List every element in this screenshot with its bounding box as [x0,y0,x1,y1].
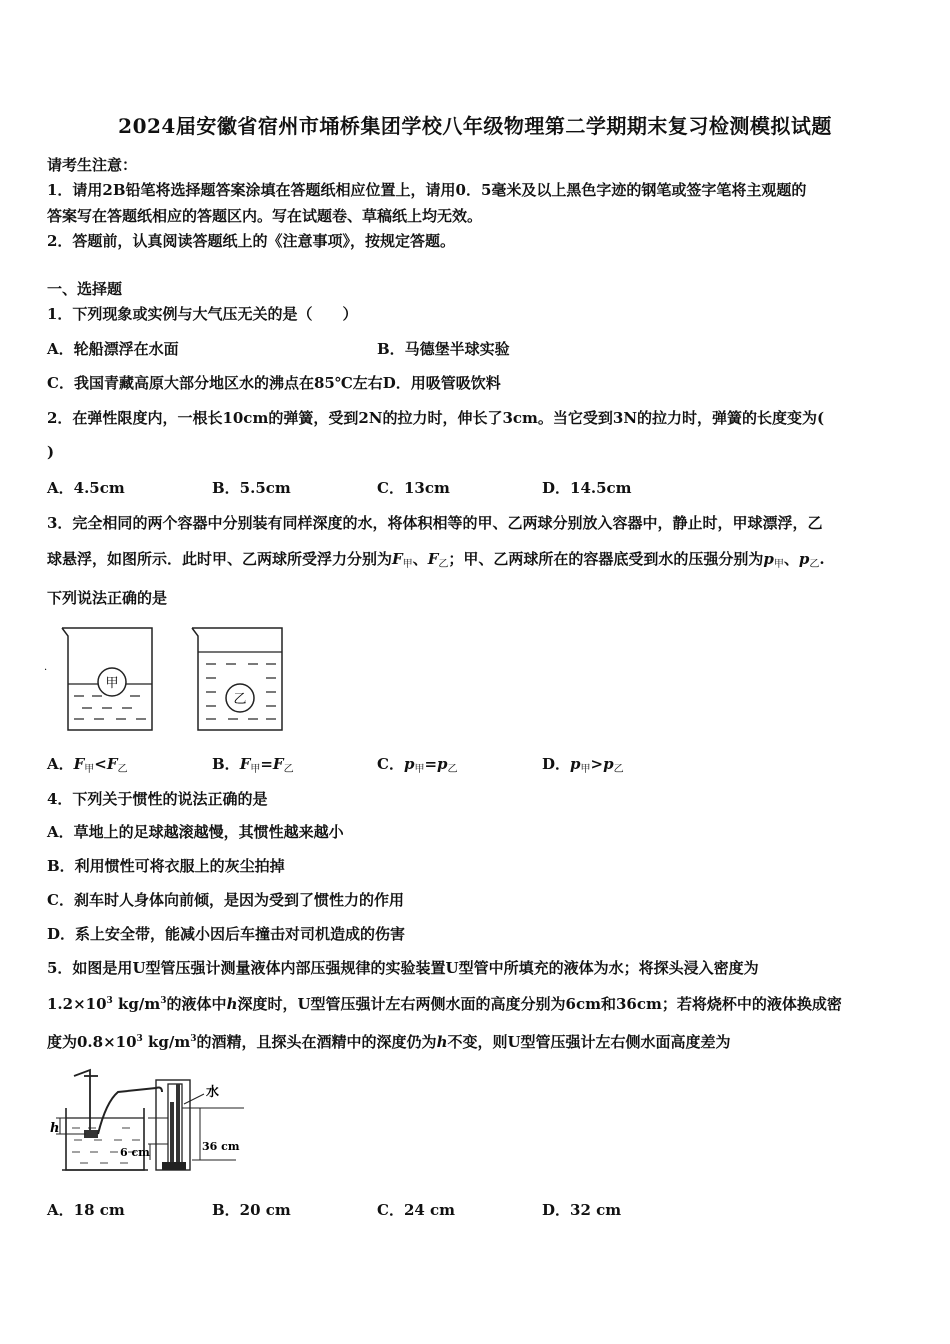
q2-option-a: A．4.5cm [47,479,125,497]
q5-u-tube-figure [44,1062,254,1182]
q4-option-c: C．刹车时人身体向前倾，是因为受到了惯性力的作用 [47,891,404,909]
q5-option-a: A．18 cm [47,1201,125,1219]
label-water: 水 [206,1085,220,1100]
q5-stem-line-2: $1.2\times 10^3$ $kg/m^3$的液体中h深度时，U型管压强计左右两侧水面的高度分别为6cm和36cm；若将烧杯中的液体换成密 [47,995,842,1013]
page-title: 2024届安徽省宿州市埇桥集团学校八年级物理第二学期期末复习检测模拟试题 [118,114,832,138]
q2-stem-line-2: ) [47,443,55,461]
q1-option-b: B．马德堡半球实验 [377,340,510,358]
section-heading: 一、选择题 [47,280,123,298]
q4-stem: 4．下列关于惯性的说法正确的是 [47,790,268,808]
q3-stem-line-1: 3．完全相同的两个容器中分别装有同样深度的水，将体积相等的甲、乙两球分别放入容器中，静止时，甲球漂浮，乙 [47,514,823,532]
ball-yi-label: 乙 [233,692,247,707]
notice-item-2: 2．答题前，认真阅读答题纸上的《注意事项》，按规定答题。 [47,232,455,250]
q5-stem-line-3: 度为$0.8\times 10^3$ $kg/m^3$的酒精，且探头在酒精中的深度仍为h不变，则U型管压强计左右侧水面高度差为 [47,1033,731,1051]
q3-option-a: A．$F_甲<F_乙$ [47,755,128,775]
q2-option-d: D．14.5cm [542,479,632,497]
q2-option-b: B．5.5cm [212,479,291,497]
q3-option-d: D．$p_甲>p_乙$ [542,755,624,775]
ball-jia-label: 甲 [105,676,119,691]
q5-stem-line-1: 5．如图是用U型管压强计测量液体内部压强规律的实验装置U型管中所填充的液体为水；将探头浸入密度为 [47,959,759,977]
q5-option-c: C．24 cm [377,1201,456,1219]
q4-option-a: A．草地上的足球越滚越慢，其惯性越来越小 [47,823,344,841]
q3-option-b: B．$F_甲=F_乙$ [212,755,294,775]
notice-item-1-line-1: 1．请用2B铅笔将选择题答案涂填在答题纸相应位置上，请用0．5毫米及以上黑色字迹的钢笔或签字笔将主观题的 [47,181,807,199]
q1-option-a: A．轮船漂浮在水面 [47,340,179,358]
notice-item-1-line-2: 答案写在答题纸相应的答题区内。写在试题卷、草稿纸上均无效。 [47,207,483,225]
q3-figure-mark: . [44,662,48,673]
label-36cm: 36 cm [202,1140,240,1153]
q5-option-d: D．32 cm [542,1201,622,1219]
q2-option-c: C．13cm [377,479,450,497]
q1-option-cd: C．我国青藏高原大部分地区水的沸点在85℃左右D．用吸管吸饮料 [47,374,501,392]
q4-option-b: B．利用惯性可将衣服上的灰尘拍掉 [47,857,285,875]
notice-heading: 请考生注意： [47,156,138,174]
q3-option-c: C．$p_甲=p_乙$ [377,755,458,775]
q3-stem-line-3: 下列说法正确的是 [47,589,168,607]
q3-beakers-figure [44,622,294,742]
q5-option-b: B．20 cm [212,1201,291,1219]
q2-stem-line-1: 2．在弹性限度内，一根长10cm的弹簧，受到2N的拉力时，伸长了3cm。当它受到3N的拉力时，弹簧的长度变为( [47,409,825,427]
label-6cm: 6 cm [120,1146,150,1159]
beaker-yi [192,628,282,730]
label-h: h [50,1121,60,1136]
probe [84,1130,98,1138]
q3-stem-line-2: 球悬浮，如图所示．此时甲、乙两球所受浮力分别为$F_甲$、$F_乙$；甲、乙两球所在的容器底受到水的压强分别为$p_甲$、$p_乙$. [47,550,825,570]
q1-stem: 1．下列现象或实例与大气压无关的是（ ） [47,305,358,323]
q4-option-d: D．系上安全带，能减小因后车撞击对司机造成的伤害 [47,925,406,943]
